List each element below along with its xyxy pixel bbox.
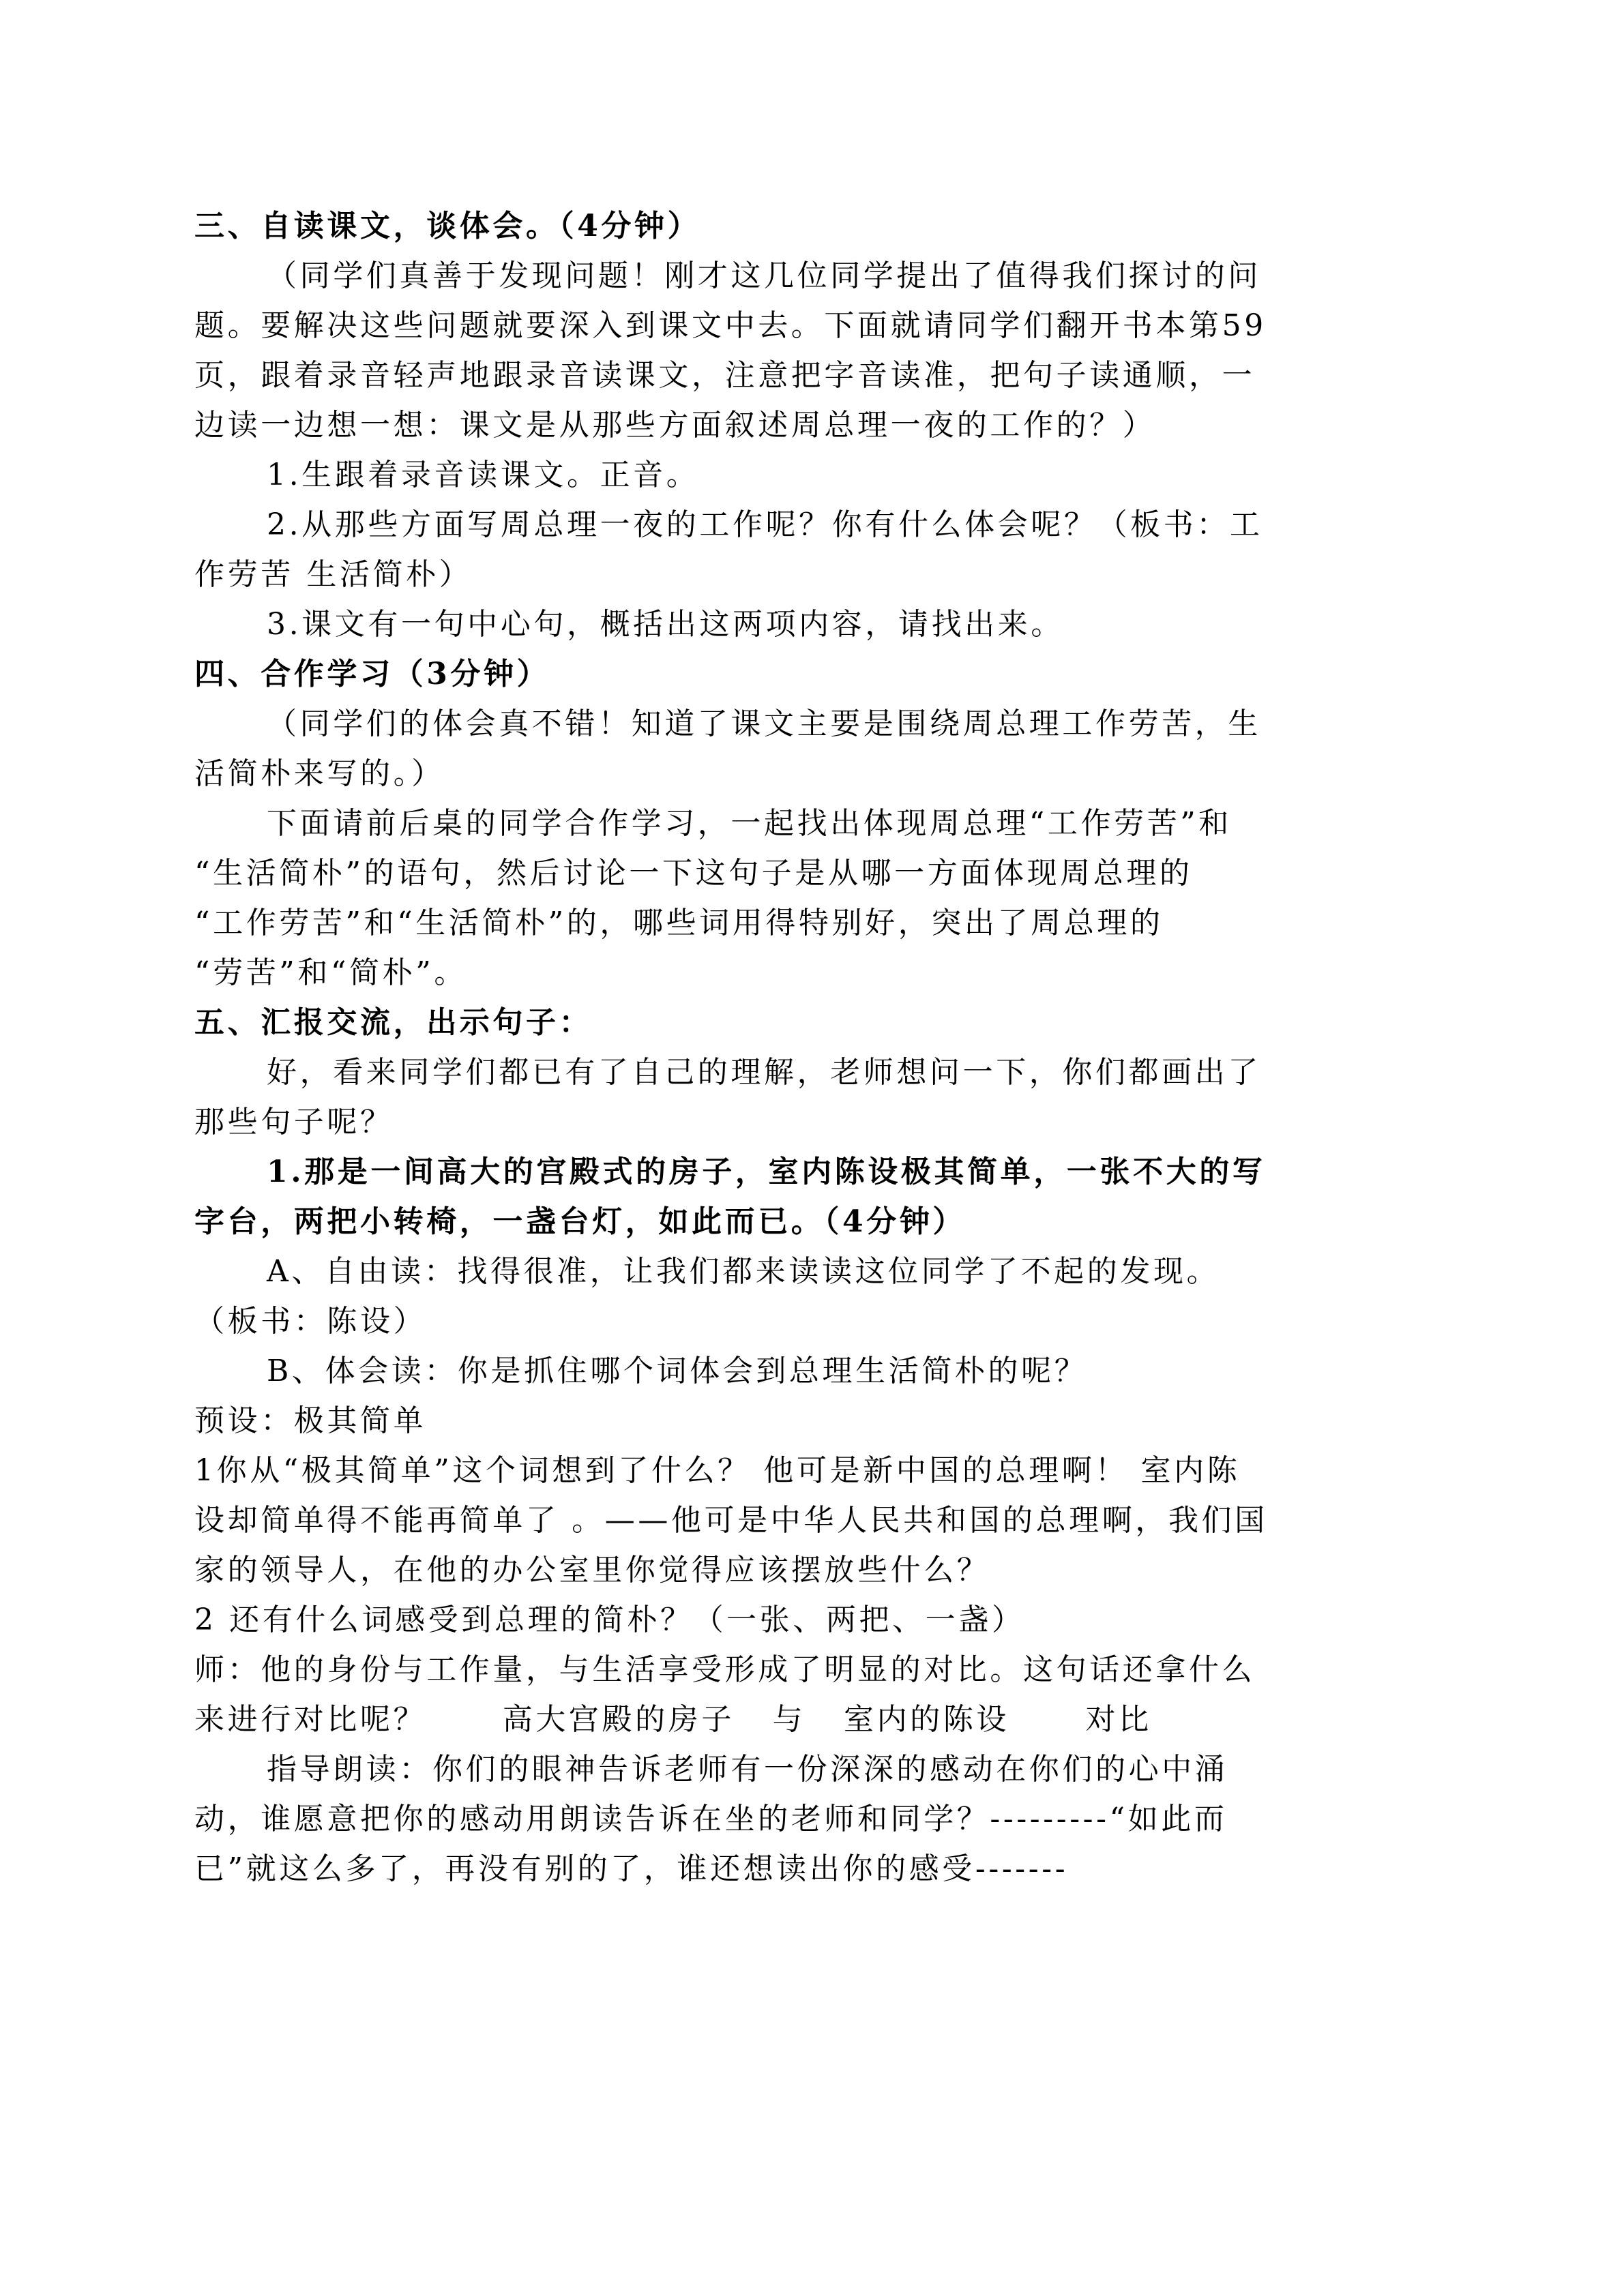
list-item: 2.从那些方面写周总理一夜的工作呢？你有什么体会呢？（板书：工	[267, 507, 1263, 542]
paragraph-line: 师：他的身份与工作量，与生活享受形成了明显的对比。这句话还拿什么	[194, 1652, 1256, 1687]
paragraph-line: 活简朴来写的。）	[194, 756, 445, 791]
quoted-sentence: 1.那是一间高大的宫殿式的房子，室内陈设极其简单，一张不大的写	[267, 1154, 1266, 1189]
paragraph-line: “生活简朴”的语句，然后讨论一下这句子是从哪一方面体现周总理的	[194, 856, 1193, 891]
paragraph-line: 动，谁愿意把你的感动用朗读告诉在坐的老师和同学？---------“如此而	[194, 1802, 1228, 1836]
paragraph-line: （同学们的体会真不错！知道了课文主要是围绕周总理工作劳苦，生	[267, 706, 1261, 741]
paragraph-line: 已”就这么多了，再没有别的了，谁还想读出你的感受-------	[194, 1851, 1069, 1886]
paragraph-line: B、体会读：你是抓住哪个词体会到总理生活简朴的呢？	[267, 1354, 1088, 1388]
paragraph-line: （同学们真善于发现问题！刚才这几位同学提出了值得我们探讨的问	[267, 258, 1261, 293]
list-item: 3.课文有一句中心句，概括出这两项内容，请找出来。	[267, 607, 1064, 642]
paragraph-line: 下面请前后桌的同学合作学习，一起找出体现周总理“工作劳苦”和	[267, 806, 1232, 841]
paragraph-line: 好，看来同学们都已有了自己的理解，老师想问一下，你们都画出了	[267, 1055, 1261, 1090]
paragraph-line: “劳苦”和“简朴”。	[194, 955, 467, 990]
section-heading-3: 三、自读课文，谈体会。（4分钟）	[194, 209, 701, 243]
paragraph-line: （板书：陈设）	[194, 1304, 427, 1339]
paragraph-line: 家的领导人，在他的办公室里你觉得应该摆放些什么？	[194, 1553, 990, 1587]
paragraph-line: 来进行对比呢？ 高大宫殿的房子 与 室内的陈设 对比	[194, 1702, 1152, 1737]
paragraph-line: 2 还有什么词感受到总理的简朴？（一张、两把、一盏）	[194, 1602, 1025, 1637]
paragraph-line: 预设：极其简单	[194, 1403, 427, 1438]
paragraph-line: “工作劳苦”和“生活简朴”的，哪些词用得特别好，突出了周总理的	[194, 906, 1164, 940]
paragraph-line: 那些句子呢？	[194, 1105, 394, 1139]
paragraph-line: A、自由读：找得很准，让我们都来读读这位同学了不起的发现。	[267, 1254, 1220, 1289]
paragraph-line: 指导朗读：你们的眼神告诉老师有一份深深的感动在你们的心中涌	[267, 1752, 1228, 1787]
paragraph-line: 边读一边想一想：课文是从那些方面叙述周总理一夜的工作的？）	[194, 408, 1156, 443]
paragraph-line: 1你从“极其简单”这个词想到了什么？ 他可是新中国的总理啊！ 室内陈	[194, 1453, 1241, 1488]
paragraph-line: 题。要解决这些问题就要深入到课文中去。下面就请同学们翻开书本第59	[194, 308, 1267, 343]
paragraph-line: 设却简单得不能再简单了 。——他可是中华人民共和国的总理啊，我们国	[194, 1503, 1268, 1538]
quoted-sentence: 字台，两把小转椅，一盏台灯，如此而已。（4分钟）	[194, 1204, 966, 1239]
section-heading-4: 四、合作学习（3分钟）	[194, 657, 550, 691]
paragraph-line: 作劳苦 生活简朴）	[194, 557, 473, 592]
paragraph-line: 页，跟着录音轻声地跟录音读课文，注意把字音读准，把句子读通顺，一	[194, 358, 1256, 393]
section-heading-5: 五、汇报交流，出示句子：	[194, 1005, 593, 1040]
list-item: 1.生跟着录音读课文。正音。	[267, 458, 700, 492]
